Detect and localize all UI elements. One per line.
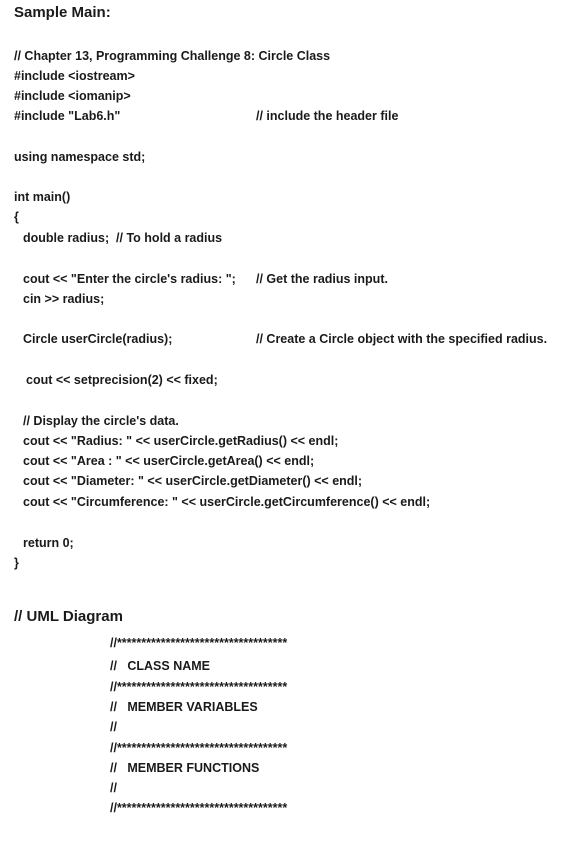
code-include-lab6-comment: // include the header file [256, 109, 399, 123]
code-chapter-comment: // Chapter 13, Programming Challenge 8: Circle Class [14, 49, 331, 63]
code-using-namespace: using namespace std; [14, 150, 146, 164]
uml-blank-after-functions: // [110, 781, 117, 795]
code-open-brace: { [14, 210, 19, 224]
code-close-brace: } [14, 556, 19, 570]
code-main-signature: int main() [14, 190, 71, 204]
uml-blank-after-variables: // [110, 720, 117, 734]
code-display-comment: // Display the circle's data. [23, 414, 179, 428]
uml-border-bottom: //*********************************** [110, 801, 288, 815]
uml-border-after-variables: //*********************************** [110, 741, 288, 755]
uml-heading: // UML Diagram [14, 608, 123, 625]
code-include-iostream: #include <iostream> [14, 69, 135, 83]
code-read-radius: cin >> radius; [23, 292, 105, 306]
uml-class-name: // CLASS NAME [110, 659, 211, 673]
code-prompt-radius-comment: // Get the radius input. [256, 272, 388, 286]
document-heading: Sample Main: [14, 4, 111, 21]
code-return-statement: return 0; [23, 536, 74, 550]
code-set-precision: cout << setprecision(2) << fixed; [26, 373, 218, 387]
uml-member-functions: // MEMBER FUNCTIONS [110, 761, 260, 775]
code-include-iomanip: #include <iomanip> [14, 89, 131, 103]
code-declare-radius: double radius; // To hold a radius [23, 231, 223, 245]
code-print-radius: cout << "Radius: " << userCircle.getRadius() << endl; [23, 434, 339, 448]
code-create-circle-comment: // Create a Circle object with the specified radius. [256, 332, 548, 346]
code-create-circle: Circle userCircle(radius); [23, 332, 173, 346]
uml-border-after-class: //*********************************** [110, 680, 288, 694]
code-print-area: cout << "Area : " << userCircle.getArea() << endl; [23, 454, 315, 468]
code-include-lab6: #include "Lab6.h" [14, 109, 121, 123]
uml-border-top: //*********************************** [110, 636, 288, 650]
code-print-diameter: cout << "Diameter: " << userCircle.getDiameter() << endl; [23, 474, 363, 488]
uml-member-variables: // MEMBER VARIABLES [110, 700, 258, 714]
code-prompt-radius: cout << "Enter the circle's radius: "; [23, 272, 236, 286]
code-print-circumference: cout << "Circumference: " << userCircle.getCircumference() << endl; [23, 495, 431, 509]
